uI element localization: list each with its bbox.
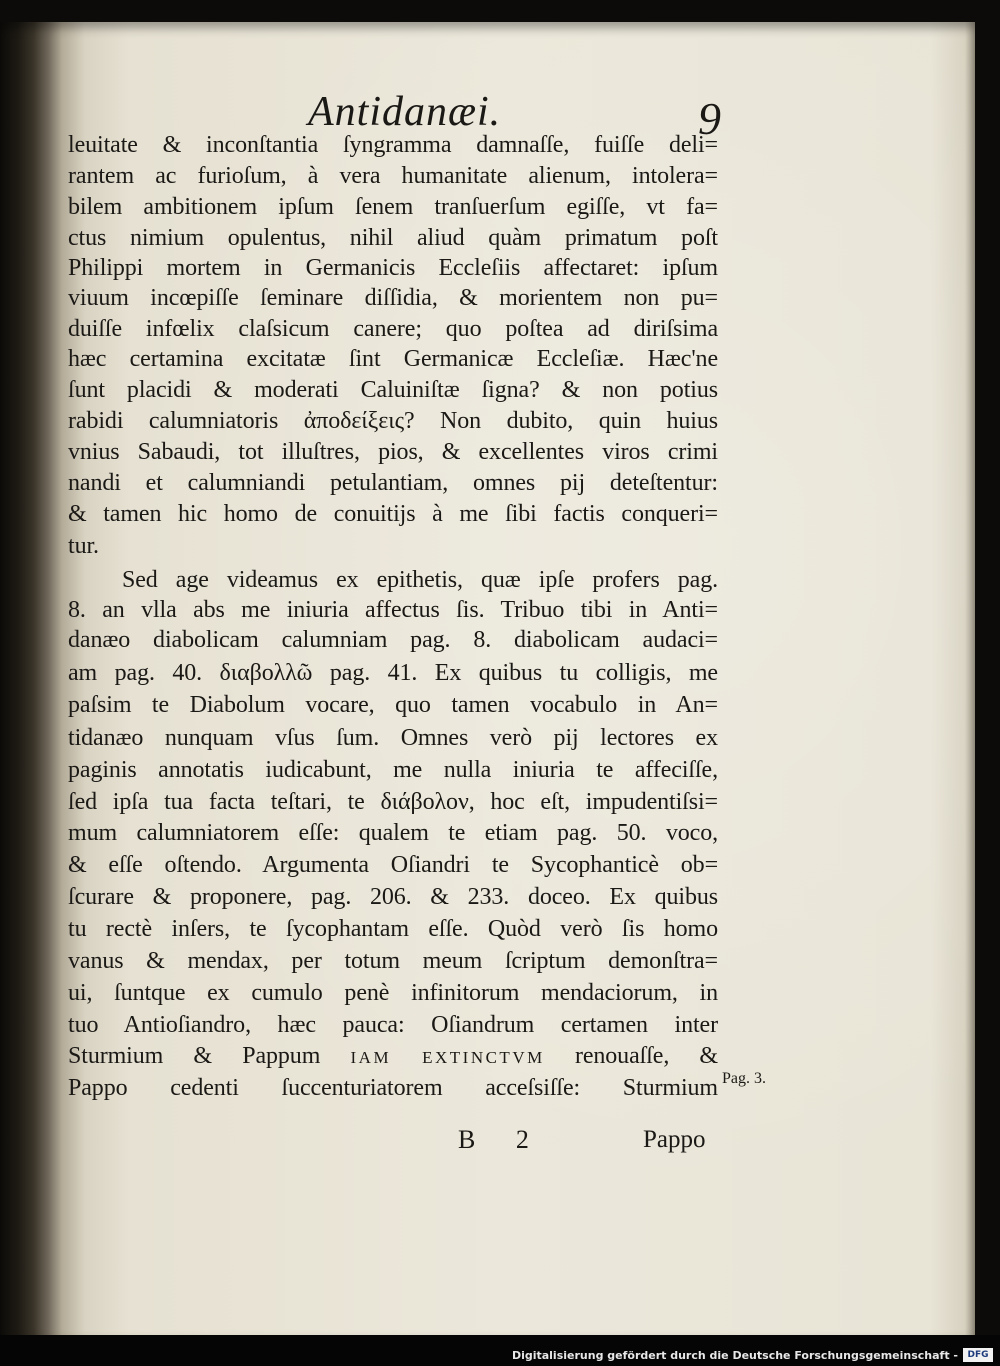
text-line: rabidi calumniatoris ἀποδείξεις? Non dubito, quin huius — [68, 408, 718, 434]
text-line: leuitate & inconſtantia ſyngramma damnaſſe, fuiſſe deli= — [68, 132, 718, 158]
paragraph-start-line: Sed age videamus ex epithetis, quæ ipſe profers pag. — [122, 567, 718, 593]
text-line: vanus & mendax, per totum meum ſcriptum demonſtra= — [68, 948, 718, 974]
text-segment: Sturmium & Pappum — [68, 1043, 321, 1069]
text-line: & eſſe oſtendo. Argumenta Oſiandri te Sycophanticè ob= — [68, 852, 718, 878]
text-line: ctus nimium opulentus, nihil aliud quàm primatum poſt — [68, 225, 718, 251]
text-line: rantem ac furioſum, à vera humanitate alienum, intolera= — [68, 163, 718, 189]
text-line: hæc certamina excitatæ ſint Germanicæ Eccleſiæ. Hæc'ne — [68, 346, 718, 372]
text-line: Pappo cedenti ſuccenturiatorem acceſsiſſe: Sturmium — [68, 1075, 718, 1101]
text-line: paginis annotatis iudicabunt, me nulla iniuria te affeciſſe, — [68, 757, 718, 783]
text-line: viuum incœpiſſe ſeminare diſſidia, & morientem non pu= — [68, 285, 718, 311]
signature-mark: B 2 — [458, 1125, 529, 1154]
running-title: Antidanæi. — [308, 89, 502, 135]
text-line: ui, ſuntque ex cumulo penè infinitorum mendaciorum, in — [68, 980, 718, 1006]
small-caps-segment: IAM EXTINCTVM — [350, 1048, 545, 1067]
book-page — [0, 22, 975, 1335]
text-line: nandi et calumniandi petulantiam, omnes pij deteſtentur: — [68, 470, 718, 496]
text-line: am pag. 40. διαβολλῶ pag. 41. Ex quibus tu colligis, me — [68, 660, 718, 686]
text-segment: renouaſſe, & — [574, 1043, 719, 1069]
text-line: duiſſe infœlix claſsicum canere; quo poſtea ad diriſsima — [68, 316, 718, 342]
text-line: paſsim te Diabolum vocare, quo tamen vocabulo in An= — [68, 692, 718, 718]
catchword: Pappo — [643, 1126, 706, 1153]
text-line: 8. an vlla abs me iniuria affectus ſis. Tribuo tibi in Anti= — [68, 597, 718, 623]
text-line: danæo diabolicam calumniam pag. 8. diabolicam audaci= — [68, 627, 718, 653]
margin-note: Pag. 3. — [722, 1070, 766, 1087]
text-line: tuo Antioſiandro, hæc pauca: Oſiandrum certamen inter — [68, 1012, 718, 1038]
digitization-credit: Digitalisierung gefördert durch die Deutsche Forschungsgemeinschaft - — [511, 1349, 958, 1362]
dfg-logo: DFG — [963, 1348, 993, 1362]
text-line: mum calumniatorem eſſe: qualem te etiam pag. 50. voco, — [68, 820, 718, 846]
text-line: tur. — [68, 533, 99, 559]
text-line: ſcurare & proponere, pag. 206. & 233. doceo. Ex quibus — [68, 884, 718, 910]
text-line: tu rectè inſers, te ſycophantam eſſe. Quòd verò ſis homo — [68, 916, 718, 942]
text-line: bilem ambitionem ipſum ſenem tranſuerſum egiſſe, vt fa= — [68, 194, 718, 220]
text-line: ſed ipſa tua facta teſtari, te διάβολον, hoc eſt, impudentiſsi= — [68, 789, 718, 815]
text-line: vnius Sabaudi, tot illuſtres, pios, & excellentes viros crimi — [68, 439, 718, 465]
text-line: ſunt placidi & moderati Caluiniſtæ ſigna? & non potius — [68, 377, 718, 403]
text-line-small-caps — [68, 1041, 718, 1072]
text-line: Philippi mortem in Germanicis Eccleſiis affectaret: ipſum — [68, 255, 718, 281]
text-line: & tamen hic homo de conuitijs à me ſibi factis conqueri= — [68, 501, 718, 527]
page-number: 9 — [698, 93, 721, 144]
text-line: tidanæo nunquam vſus ſum. Omnes verò pij lectores ex — [68, 725, 718, 751]
